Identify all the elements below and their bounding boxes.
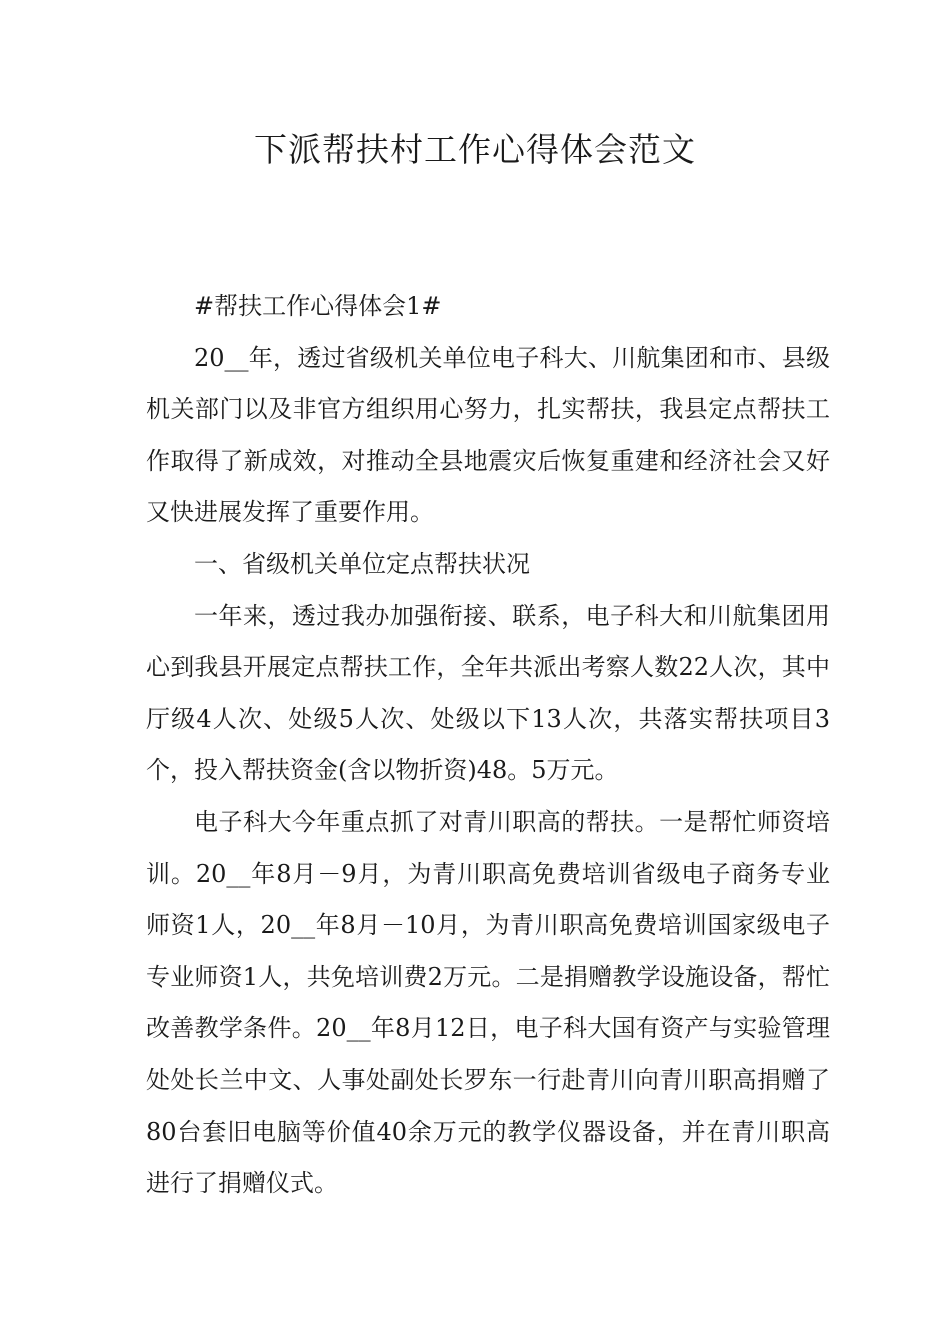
document-body [146,281,830,1210]
paragraph-provincial-summary: 一年来，透过我办加强衔接、联系，电子科大和川航集团用心到我县开展定点帮扶工作，全年共派出考察人数22人次，其中厅级4人次、处级5人次、处级以下13人次，共落实帮扶项目3个，投入帮扶资金(含以物折资)48。5万元。 [146,601,830,785]
paragraph-uestc-assistance: 电子科大今年重点抓了对青川职高的帮扶。一是帮忙师资培训。20__年8月－9月，为青川职高免费培训省级电子商务专业师资1人，20__年8月－10月，为青川职高免费培训国家级电子专业师资1人，共免培训费2万元。二是捐赠教学设施设备，帮忙改善教学条件。20__年8月12日，电子科大国有资产与实验管理处处长兰中文、人事处副处长罗东一行赴青川向青川职高捐赠了80台套旧电脑等价值40余万元的教学仪器设备，并在青川职高进行了捐赠仪式。 [146,807,830,1198]
document-title: 下派帮扶村工作心得体会范文 [254,130,696,169]
section-heading-provincial: 一、省级机关单位定点帮扶状况 [194,549,530,578]
paragraph-intro: 20__年，透过省级机关单位电子科大、川航集团和市、县级机关部门以及非官方组织用心努力，扎实帮扶，我县定点帮扶工作取得了新成效，对推动全县地震灾后恢复重建和经济社会又好又快进展发挥了重要作用。 [146,343,830,527]
section-heading-1: #帮扶工作心得体会1# [194,292,442,320]
